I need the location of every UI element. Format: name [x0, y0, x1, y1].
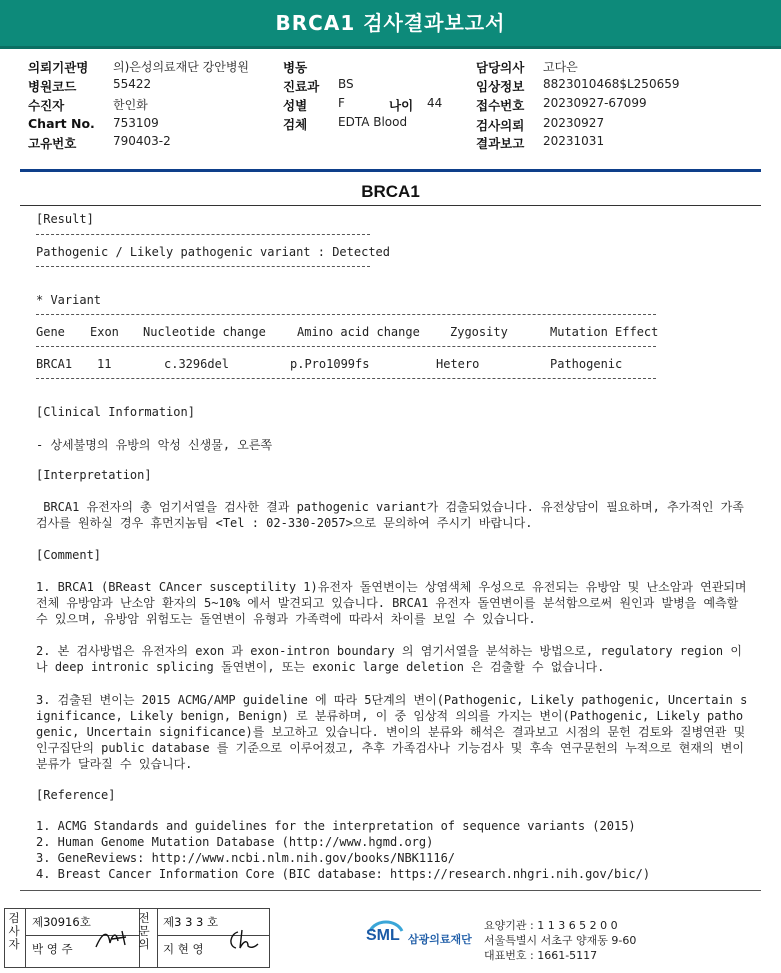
- header-rule: [20, 169, 761, 172]
- age-label: 나이: [389, 98, 414, 113]
- column-header-exon: Exon: [90, 325, 119, 339]
- reference-item: 4. Breast Cancer Information Core (BIC database: https://research.nhgri.nih.gov/bic/): [36, 867, 651, 881]
- reference-item: 3. GeneReviews: http://www.ncbi.nlm.nih.gov/books/NBK1116/: [36, 851, 456, 865]
- header-label: 담당의사: [476, 60, 525, 75]
- reference-item: 2. Human Genome Mutation Database (http://www.hgmd.org): [36, 835, 434, 849]
- result-summary: Pathogenic / Likely pathogenic variant : Detected: [36, 245, 391, 259]
- header-label: 검체: [283, 117, 308, 132]
- section-rule: [20, 205, 761, 206]
- header-label: 병동: [283, 60, 308, 75]
- variant-heading: * Variant: [36, 293, 102, 307]
- org-name: 삼광의료재단: [408, 933, 472, 946]
- header-label: Chart No.: [28, 116, 95, 131]
- tester-signature: [92, 925, 132, 953]
- column-header-nucleotide: Nucleotide change: [143, 325, 266, 339]
- reference-heading: [Reference]: [36, 788, 116, 802]
- header-value: 20230927-67099: [543, 96, 647, 110]
- header-value: F: [338, 96, 345, 110]
- variant-effect: Pathogenic: [550, 357, 623, 371]
- header-value: 753109: [113, 116, 159, 130]
- divider: [36, 378, 656, 379]
- footer-rule: [20, 890, 761, 891]
- header-label: 결과보고: [476, 136, 525, 151]
- column-header-zygosity: Zygosity: [450, 325, 508, 339]
- header-value: 20231031: [543, 134, 605, 148]
- divider: [36, 266, 370, 267]
- column-header-amino-acid: Amino acid change: [297, 325, 420, 339]
- interpretation-heading: [Interpretation]: [36, 468, 152, 482]
- header-value: 790403-2: [113, 134, 171, 148]
- header-value: 고다은: [543, 60, 578, 74]
- report-title: BRCA1 검사결과보고서: [275, 11, 506, 35]
- variant-exon: 11: [97, 357, 112, 371]
- reference-item: 1. ACMG Standards and guidelines for the interpretation of sequence variants (2015): [36, 819, 636, 833]
- header-label: 의뢰기관명: [28, 60, 89, 75]
- variant-amino-acid: p.Pro1099fs: [290, 357, 370, 371]
- header-label: 접수번호: [476, 98, 525, 113]
- header-value: BS: [338, 77, 354, 91]
- column-header-gene: Gene: [36, 325, 65, 339]
- tester-license: 제30916호: [32, 915, 91, 929]
- tester-name: 박 영 주: [32, 942, 73, 956]
- comment-heading: [Comment]: [36, 548, 102, 562]
- header-value: EDTA Blood: [338, 115, 408, 129]
- header-value: 55422: [113, 77, 152, 91]
- header-label: 진료과: [283, 79, 320, 94]
- divider: [36, 346, 656, 347]
- org-logo: [364, 917, 474, 953]
- clinical-heading: [Clinical Information]: [36, 405, 195, 419]
- divider: [36, 314, 656, 315]
- header-label: 임상정보: [476, 79, 525, 94]
- reviewer-label: 전문의: [138, 911, 150, 951]
- header-value: 의)은성의료재단 강안병원: [113, 60, 250, 74]
- clinical-text: - 상세불명의 유방의 악성 신생물, 오른쪽: [36, 438, 273, 452]
- age-value: 44: [427, 96, 443, 110]
- variant-nucleotide: c.3296del: [164, 357, 230, 371]
- header-value: 한인화: [113, 98, 148, 112]
- header-label: 성별: [283, 98, 308, 113]
- divider: [36, 234, 370, 235]
- variant-gene: BRCA1: [36, 357, 73, 371]
- interpretation-text: BRCA1 유전자의 총 엄기서열을 검사한 결과 pathogenic variant가 검출되었습니다. 유전상담이 필요하며, 추가적인 가족 검사를 원하실 경우 휴먼지놈팀 <Tel : 02-330-2057>으로 문의하여 주시기 바랍니다.: [36, 500, 752, 530]
- comment-item: 3. 검출된 변이는 2015 ACMG/AMP guideline 에 따라 5단계의 변이(Pathogenic, Likely pathogenic, Uncertain significance, Likely benign, Benign) 로 분류하며, 이 중 임상적 의의를 가지는 변이(Pathogenic, Likely pathogenic, Uncertain significance)를 보고하고 있습니다. 변이의 분류와 해석은 결과보고 시점의 문헌 검토와 질병연관 및 인구집단의 public database 를 기준으로 이루어졌고, 추후 가족검사나 기능검사 및 후속 연구문헌의 누적으로 현재의 변이분류가 달라질 수 있습니다.: [36, 693, 753, 771]
- header-label: 검사의뢰: [476, 118, 525, 133]
- tester-label: 검사자: [8, 911, 20, 951]
- section-title: BRCA1: [361, 182, 420, 201]
- column-header-effect: Mutation Effect: [550, 325, 659, 339]
- reviewer-license: 제3 3 3 호: [163, 915, 219, 929]
- comment-item: 1. BRCA1 (BReast CAncer susceptility 1)유전자 돌연변이는 상염색체 우성으로 유전되는 유방암 및 난소암과 연관되며 전체 유방암과 난소암 환자의 5~10% 에서 발견되고 있습니다. BRCA1 유전자 돌연변이를 분석함으로써 원인과 발병을 예측할 수 있으며, 유방암 위험도는 돌연변이 유형과 가족력에 따라서 차이를 보일 수 있습니다.: [36, 580, 754, 626]
- org-phone: 대표번호 : 1661-5117: [484, 949, 598, 962]
- header-value: 8823010468$L250659: [543, 77, 680, 91]
- header-label: 고유번호: [28, 136, 77, 151]
- variant-zygosity: Hetero: [436, 357, 480, 371]
- org-code: 요양기관 : 1 1 3 6 5 2 0 0: [484, 919, 618, 932]
- org-address: 서울특별시 서초구 양재동 9-60: [484, 934, 637, 947]
- reviewer-name: 지 현 영: [163, 942, 204, 956]
- reviewer-signature: [224, 926, 264, 954]
- logo-text: SML: [366, 927, 400, 944]
- result-heading: [Result]: [36, 212, 94, 226]
- header-value: 20230927: [543, 116, 605, 130]
- header-label: 병원코드: [28, 79, 77, 94]
- comment-item: 2. 본 검사방법은 유전자의 exon 과 exon-intron boundary 의 염기서열을 분석하는 방법으로, regulatory region 이나 deep intronic splicing 돌연변이, 또는 exonic large deletion 은 검출할 수 없습니다.: [36, 644, 742, 674]
- header-label: 수진자: [28, 98, 65, 113]
